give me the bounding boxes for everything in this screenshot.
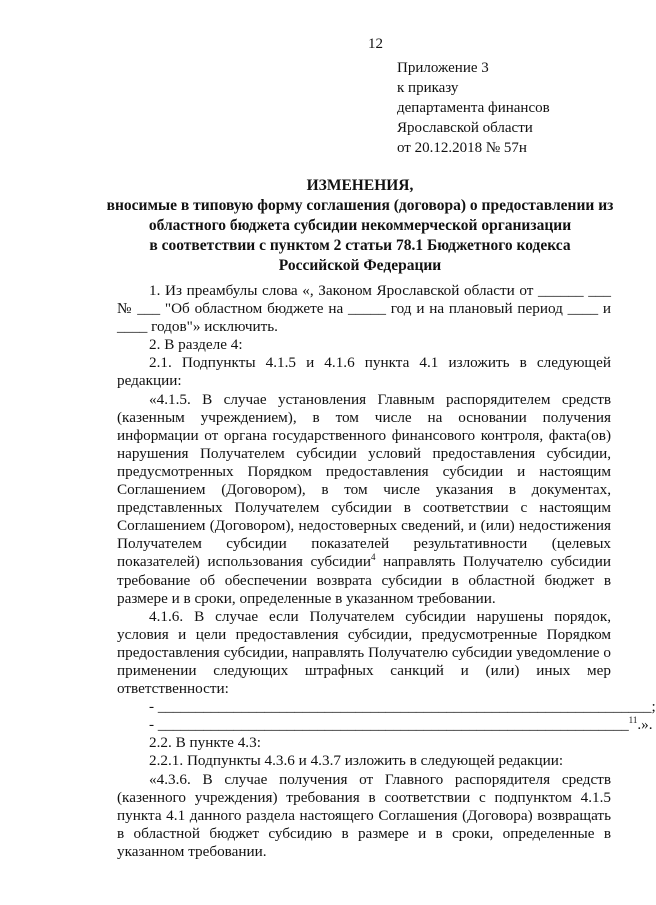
document-heading [100,176,620,276]
page-number: 12 [368,36,383,52]
footnote-ref: 4 [371,552,376,563]
heading-line: Российской Федерации [278,257,442,274]
paragraph-4-1-6: 4.1.6. В случае если Получателем субсидии нарушены порядок, условия и цели предоставления субсидии, предусмотренные Порядком предоставления субсидии, направлять Получателю субсидии уведомление о применении следующих штрафных санкций и (или) иных мер ответственности: [117,607,611,698]
paragraph-4-3-6: «4.3.6. В случае получения от Главного распорядителя средств (казенного учреждения) требования в соответствии с подпунктом 4.1.5 пункта 4.1 данного раздела настоящего Соглашения (Договора) возвращать в областной бюджет субсидию в размере и в сроки, определенные в указанном требовании. [117,770,611,860]
paragraph-2-1: 2.1. Подпункты 4.1.5 и 4.1.6 пункта 4.1 изложить в следующей редакции: [117,354,611,390]
approval-line: Ярославской области [397,120,533,136]
document-body [117,282,656,861]
paragraph-2-2: 2.2. В пункте 4.3: [149,734,261,752]
blank-line [117,715,653,734]
blank-text: - ______________________________________________________________ [149,716,629,734]
blank-tail: .». [637,716,653,734]
paragraph-text: направлять Получателю субсидии требование об обеспечении возврата субсидии в областной бюджет в размере и в сроки, определенные в указанном требовании. [117,553,611,607]
paragraph-section-4: 2. В разделе 4: [149,336,243,354]
heading-title: ИЗМЕНЕНИЯ, [306,177,414,194]
heading-line: в соответствии с пунктом 2 статьи 78.1 Бюджетного кодекса [149,237,571,254]
paragraph-preamble: 1. Из преамбулы слова «, Законом Ярославской области от ______ ___ № ___ "Об областном бюджете на _____ год и на плановый период ____ и ____ годов"» исключить. [117,282,611,336]
heading-line: областного бюджета субсидии некоммерческой организации [148,217,572,234]
approval-line: к приказу [397,80,459,96]
heading-line: вносимые в типовую форму соглашения (договора) о предоставлении из [106,197,614,214]
paragraph-2-2-1: 2.2.1. Подпункты 4.3.6 и 4.3.7 изложить в следующей редакции: [149,752,564,770]
paragraph-4-1-5 [117,391,611,608]
blank-line: - _________________________________________________________________; [149,698,656,716]
approval-block [397,58,550,158]
approval-line: Приложение 3 [397,60,489,76]
footnote-ref: 11 [628,715,638,726]
approval-line: от 20.12.2018 № 57н [397,140,527,156]
paragraph-text: «4.1.5. В случае установления Главным распорядителем средств (казенным учреждением), в том числе на основании получения информации от органа государственного финансового контроля, факта(ов) нарушения Получателем субсидии условий предоставления субсидии, предусмотренных Порядком предоставления субсидии и настоящим Соглашением (Договором), в том числе указания в документах, представленных Получателем субсидии в соответствии с настоящим Соглашением (Договором), недостоверных сведений, и (или) недостижения Получателем субсидии показателей результативности (целевых показателей) использования субсидии [117,390,611,571]
approval-line: департамента финансов [397,100,550,116]
